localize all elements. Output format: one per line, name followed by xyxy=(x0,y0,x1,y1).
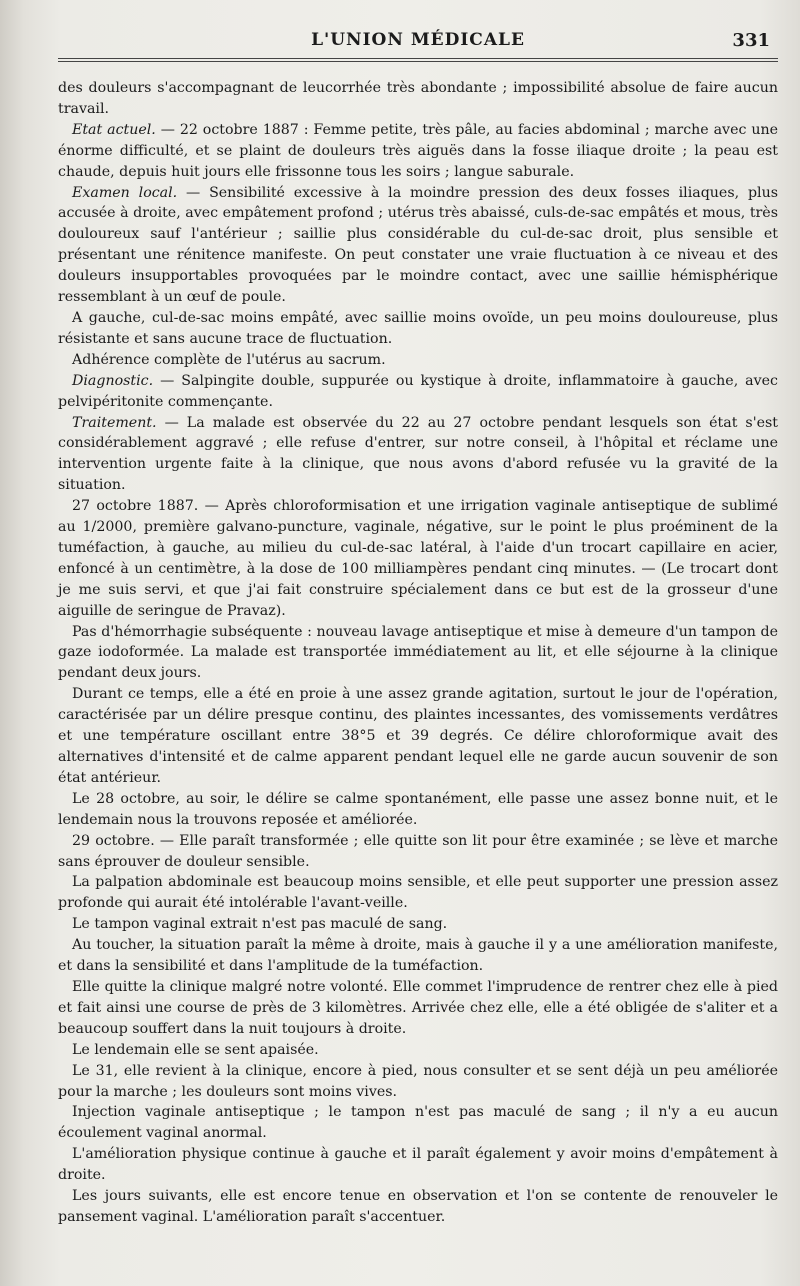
paragraph: La palpation abdominale est beaucoup moins sensible, et elle peut supporter une pression assez profonde qui aurait été intolérable l'avant-veille. xyxy=(58,874,778,912)
paragraph: 27 octobre 1887. — Après chloroformisation et une irrigation vaginale antiseptique de sublimé au 1/2000, première galvano-puncture, vaginale, négative, sur le point le plus proéminent de la tuméfaction, à gauche, au milieu du cul-de-sac latéral, à l'aide d'un trocart capillaire en acier, enfoncé à un centimètre, à la dose de 100 milliampères pendant cinq minutes. — (Le trocart dont je me suis servi, et que j'ai fait construire spécialement dans ce but est de la grosseur d'une aiguille de seringue de Pravaz). xyxy=(58,498,778,619)
paragraph: L'amélioration physique continue à gauche et il paraît également y avoir moins d'empâtement à droite. xyxy=(58,1146,778,1184)
paragraph-heading: Traitement. xyxy=(72,414,157,431)
paragraph: Elle quitte la clinique malgré notre volonté. Elle commet l'imprudence de rentrer chez elle à pied et fait ainsi une course de près de 3 kilomètres. Arrivée chez elle, elle a été obligée de s'aliter et a beaucoup souffert dans la nuit toujours à droite. xyxy=(58,978,778,1037)
header-rule xyxy=(58,58,778,62)
page-number: 331 xyxy=(732,30,770,51)
journal-title: L'UNION MÉDICALE xyxy=(311,30,525,50)
paragraph-heading: Examen local. xyxy=(72,184,178,201)
paragraph: Etat actuel. — 22 octobre 1887 : Femme petite, très pâle, au facies abdominal ; marche avec une énorme difficulté, et se plaint de douleurs très aiguës dans la fosse iliaque droite ; la peau est chaude, depuis huit jours elle frissonne tous les soirs ; langue saburale. xyxy=(58,121,778,180)
paragraph-heading: Etat actuel. xyxy=(72,121,156,138)
paragraph: A gauche, cul-de-sac moins empâté, avec saillie moins ovoïde, un peu moins douloureuse, plus résistante et sans aucune trace de fluctuation. xyxy=(58,309,778,347)
paragraph: 29 octobre. — Elle paraît transformée ; elle quitte son lit pour être examinée ; se lève et marche sans éprouver de douleur sensible. xyxy=(58,832,778,870)
paragraph: Injection vaginale antiseptique ; le tampon n'est pas maculé de sang ; il n'y a eu aucun écoulement vaginal anormal. xyxy=(58,1104,778,1142)
body-text xyxy=(58,78,778,1228)
paragraph: Examen local. — Sensibilité excessive à la moindre pression des deux fosses iliaques, plus accusée à droite, avec empâtement profond ; utérus très abaissé, culs-de-sac empâtés et mous, très douloureux sauf l'antérieur ; saillie plus considérable du cul-de-sac droit, plus sensible et présentant une rénitence manifeste. On peut constater une vraie fluctuation à ce niveau et des douleurs insupportables provoquées par le moindre contact, avec une saillie hémisphérique ressemblant à un œuf de poule. xyxy=(58,184,779,306)
paragraph: Adhérence complète de l'utérus au sacrum. xyxy=(72,351,386,368)
running-head xyxy=(58,22,778,58)
paragraph: Les jours suivants, elle est encore tenue en observation et l'on se contente de renouveler le pansement vaginal. L'amélioration paraît s'accentuer. xyxy=(58,1188,778,1225)
paragraph: Diagnostic. — Salpingite double, suppurée ou kystique à droite, inflammatoire à gauche, avec pelvipéritonite commençante. xyxy=(58,372,778,410)
paragraph: Le lendemain elle se sent apaisée. xyxy=(72,1041,319,1058)
paragraph: Durant ce temps, elle a été en proie à une assez grande agitation, surtout le jour de l'opération, caractérisée par un délire presque continu, des plaintes incessantes, des vomissements verdâtres et une température oscillant entre 38°5 et 39 degrés. Ce délire chloroformique avait des alternatives d'intensité et de calme apparent pendant lequel elle ne garde aucun souvenir de son état antérieur. xyxy=(58,686,778,786)
paragraph: Pas d'hémorrhagie subséquente : nouveau lavage antiseptique et mise à demeure d'un tampon de gaze iodoformée. La malade est transportée immédiatement au lit, et elle séjourne à la clinique pendant deux jours. xyxy=(58,623,778,682)
paragraph-heading: Diagnostic. xyxy=(72,372,154,389)
paragraph: Le 31, elle revient à la clinique, encore à pied, nous consulter et se sent déjà un peu améliorée pour la marche ; les douleurs sont moins vives. xyxy=(58,1062,778,1100)
paragraph: Traitement. — La malade est observée du 22 au 27 octobre pendant lesquels son état s'est considérablement aggravé ; elle refuse d'entrer, sur notre conseil, à l'hôpital et réclame une intervention urgente faite à la clinique, que nous avons d'abord refusée vu la gravité de la situation. xyxy=(58,414,778,494)
paragraph: Le 28 octobre, au soir, le délire se calme spontanément, elle passe une assez bonne nuit, et le lendemain nous la trouvons reposée et améliorée. xyxy=(58,790,778,828)
paragraph: Le tampon vaginal extrait n'est pas maculé de sang. xyxy=(72,916,448,933)
paragraph: Au toucher, la situation paraît la même à droite, mais à gauche il y a une amélioration manifeste, et dans la sensibilité et dans l'amplitude de la tuméfaction. xyxy=(58,937,778,975)
paragraph: des douleurs s'accompagnant de leucorrhée très abondante ; impossibilité absolue de faire aucun travail. xyxy=(58,80,778,117)
